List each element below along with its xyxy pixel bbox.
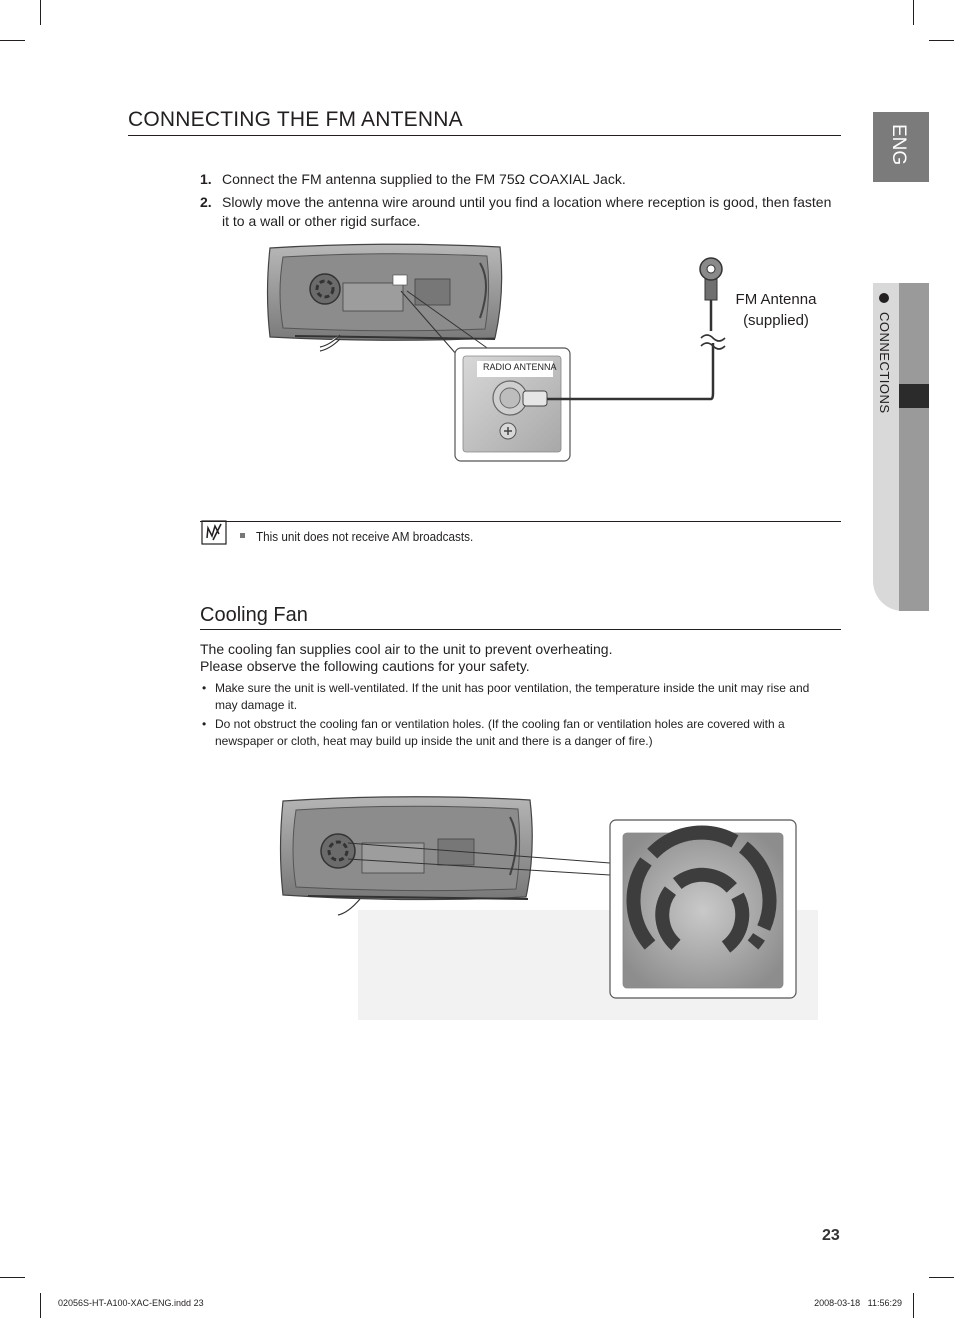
square-bullet-icon — [240, 533, 245, 538]
antenna-label-line-1: FM Antenna — [735, 291, 817, 308]
title-divider — [128, 135, 841, 136]
note-icon — [201, 520, 229, 546]
caution-item — [200, 680, 810, 714]
section-divider — [200, 629, 841, 630]
crop-mark — [929, 40, 954, 41]
footer-file: 02056S-HT-A100-XAC-ENG.indd 23 — [58, 1298, 204, 1308]
circle-bullet-icon — [879, 293, 889, 303]
step-number: 2. — [200, 194, 212, 210]
language-tab — [873, 112, 929, 182]
step-1 — [200, 170, 840, 189]
fm-antenna-connector — [700, 258, 722, 300]
fm-antenna-diagram — [265, 243, 845, 468]
jack-label: RADIO ANTENNA — [483, 362, 557, 372]
crop-mark — [40, 1293, 41, 1318]
intro-paragraph: Please observe the following cautions for your safety. — [200, 658, 530, 674]
antenna-label-line-2: (supplied) — [743, 312, 809, 329]
caution-item — [200, 716, 810, 750]
step-text: Connect the FM antenna supplied to the FM 75Ω COAXIAL Jack. — [222, 171, 626, 187]
language-tab-label: ENG — [888, 124, 909, 166]
intro-paragraph: The cooling fan supplies cool air to the unit to prevent overheating. — [200, 641, 613, 657]
page-number: 23 — [822, 1227, 840, 1244]
unit-rear-panel — [281, 797, 533, 915]
page-title: CONNECTING THE FM ANTENNA — [128, 108, 463, 131]
note-divider — [200, 521, 841, 522]
cooling-fan-diagram — [278, 795, 818, 1020]
crop-mark — [0, 1277, 25, 1278]
footer-timestamp: 2008-03-18 11:56:29 — [814, 1298, 902, 1308]
crop-mark — [913, 0, 914, 25]
crop-mark — [913, 1293, 914, 1318]
crop-mark — [0, 40, 25, 41]
bullet-dot: • — [202, 681, 207, 695]
crop-mark — [929, 1277, 954, 1278]
step-number: 1. — [200, 171, 212, 187]
fan-closeup — [610, 820, 796, 998]
caution-text: Make sure the unit is well-ventilated. If the unit has poor ventilation, the temperature inside the unit may rise and may damage it. — [215, 681, 810, 712]
section-tab-marker — [899, 384, 929, 408]
step-text: Slowly move the antenna wire around until you find a location where reception is good, then fasten it to a wall or other rigid surface. — [222, 194, 832, 229]
crop-mark — [40, 0, 41, 25]
section-tab-strip — [899, 283, 929, 611]
note-text: This unit does not receive AM broadcasts. — [256, 529, 474, 544]
unit-rear-panel — [268, 244, 502, 351]
antenna-label — [722, 289, 830, 331]
step-2 — [200, 193, 840, 231]
bullet-dot: • — [202, 717, 207, 731]
caution-text: Do not obstruct the cooling fan or ventilation holes. (If the cooling fan or ventilation holes are covered with a newspaper or cloth, heat may build up inside the unit and there is a danger of fire.) — [215, 717, 785, 748]
section-heading: Cooling Fan — [200, 604, 308, 626]
section-tab-label: CONNECTIONS — [877, 312, 892, 414]
